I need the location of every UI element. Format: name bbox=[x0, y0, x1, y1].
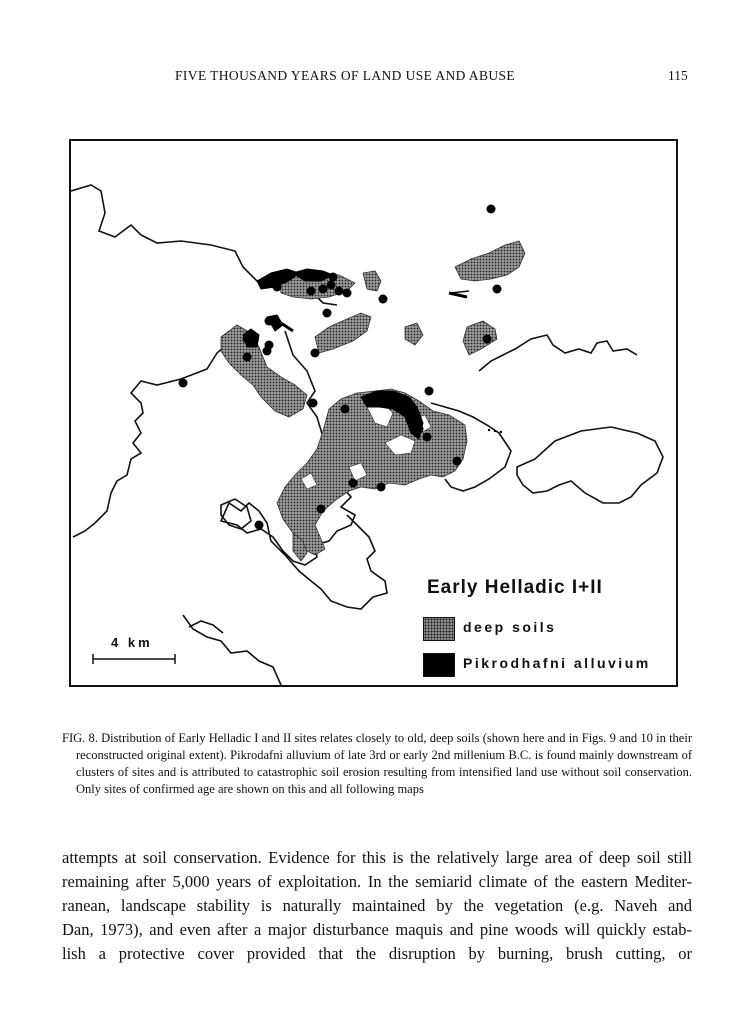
scale-bar bbox=[93, 654, 175, 664]
site-dot bbox=[307, 287, 316, 296]
legend-title: Early Helladic I+II bbox=[427, 577, 603, 598]
caption-text: FIG. 8. Distribution of Early Helladic I and II sites relates closely to old, deep soils (shown here and in Figs. 9 and 10 in their reconstructed original extent). Pikrodafni alluvium of late 3rd or early 2nd millenium B.C. is found mainly downstream of clusters of sites and is attributed to catastrophic soil erosion resulting from intensified land use without soil conservation. Only sites of confirmed age are shown on this and all following maps bbox=[62, 731, 692, 796]
alluvium-stream bbox=[449, 293, 467, 297]
coastline-southwest bbox=[183, 615, 281, 685]
site-dot bbox=[179, 379, 188, 388]
alluvium-swatch bbox=[423, 653, 455, 677]
site-dot bbox=[483, 335, 492, 344]
deep-soil-patch bbox=[455, 241, 525, 281]
body-line: lish a protective cover provided that the disruption by burning, brush cutting, or bbox=[62, 944, 692, 963]
site-dot bbox=[415, 425, 424, 434]
site-dot bbox=[341, 405, 350, 414]
page-header bbox=[0, 68, 749, 88]
legend-label: Pikrodhafni alluvium bbox=[463, 655, 651, 671]
deep-soil-patch bbox=[363, 271, 381, 291]
site-dot bbox=[377, 483, 386, 492]
site-dot bbox=[243, 353, 252, 362]
site-dot bbox=[273, 283, 282, 292]
site-dot bbox=[493, 285, 502, 294]
deep-soil-patch bbox=[221, 325, 307, 417]
map-drawing bbox=[71, 141, 676, 685]
site-dot bbox=[263, 347, 272, 356]
site-dot bbox=[423, 433, 432, 442]
site-dot bbox=[255, 521, 264, 530]
site-dot bbox=[309, 399, 318, 408]
coastline-east bbox=[479, 335, 637, 371]
figure-caption bbox=[62, 730, 692, 798]
deep-soils-swatch bbox=[423, 617, 455, 641]
site-dot bbox=[327, 281, 336, 290]
body-line: remaining after 5,000 years of exploitation. In the semiarid climate of the eastern Mediter- bbox=[62, 872, 692, 891]
site-dot bbox=[425, 387, 434, 396]
site-dot bbox=[243, 335, 252, 344]
site-dot bbox=[265, 317, 274, 326]
site-dot bbox=[323, 309, 332, 318]
coastline-west bbox=[73, 331, 239, 537]
site-dot bbox=[453, 457, 462, 466]
site-dot bbox=[319, 285, 328, 294]
deep-soil-patch bbox=[315, 313, 371, 353]
site-dot bbox=[311, 349, 320, 358]
running-title: FIVE THOUSAND YEARS OF LAND USE AND ABUSE bbox=[175, 68, 516, 83]
small-dot bbox=[488, 429, 490, 431]
legend-label: deep soils bbox=[463, 619, 557, 635]
island-east bbox=[517, 427, 663, 503]
site-dot bbox=[487, 205, 496, 214]
site-dot bbox=[349, 479, 358, 488]
site-dot bbox=[379, 295, 388, 304]
scale-bar-label: 4 km bbox=[111, 635, 153, 650]
body-line: Dan, 1973), and even after a major disturbance maquis and pine woods will quickly estab- bbox=[62, 920, 692, 939]
body-line: attempts at soil conservation. Evidence for this is the relatively large area of deep soil still bbox=[62, 848, 692, 867]
figure-map bbox=[69, 139, 678, 687]
site-dot bbox=[343, 289, 352, 298]
coastline-southwest-2 bbox=[189, 621, 223, 633]
page-number: 115 bbox=[668, 68, 688, 83]
body-paragraph bbox=[62, 846, 692, 966]
site-dot bbox=[335, 287, 344, 296]
deep-soil-patch bbox=[463, 321, 497, 355]
small-dot bbox=[500, 431, 502, 433]
site-dot bbox=[329, 273, 338, 282]
small-dot bbox=[494, 430, 496, 432]
site-dot bbox=[317, 505, 326, 514]
deep-soil-patch bbox=[405, 323, 423, 345]
body-line: ranean, landscape stability is naturally maintained by the vegetation (e.g. Naveh and bbox=[62, 896, 692, 915]
